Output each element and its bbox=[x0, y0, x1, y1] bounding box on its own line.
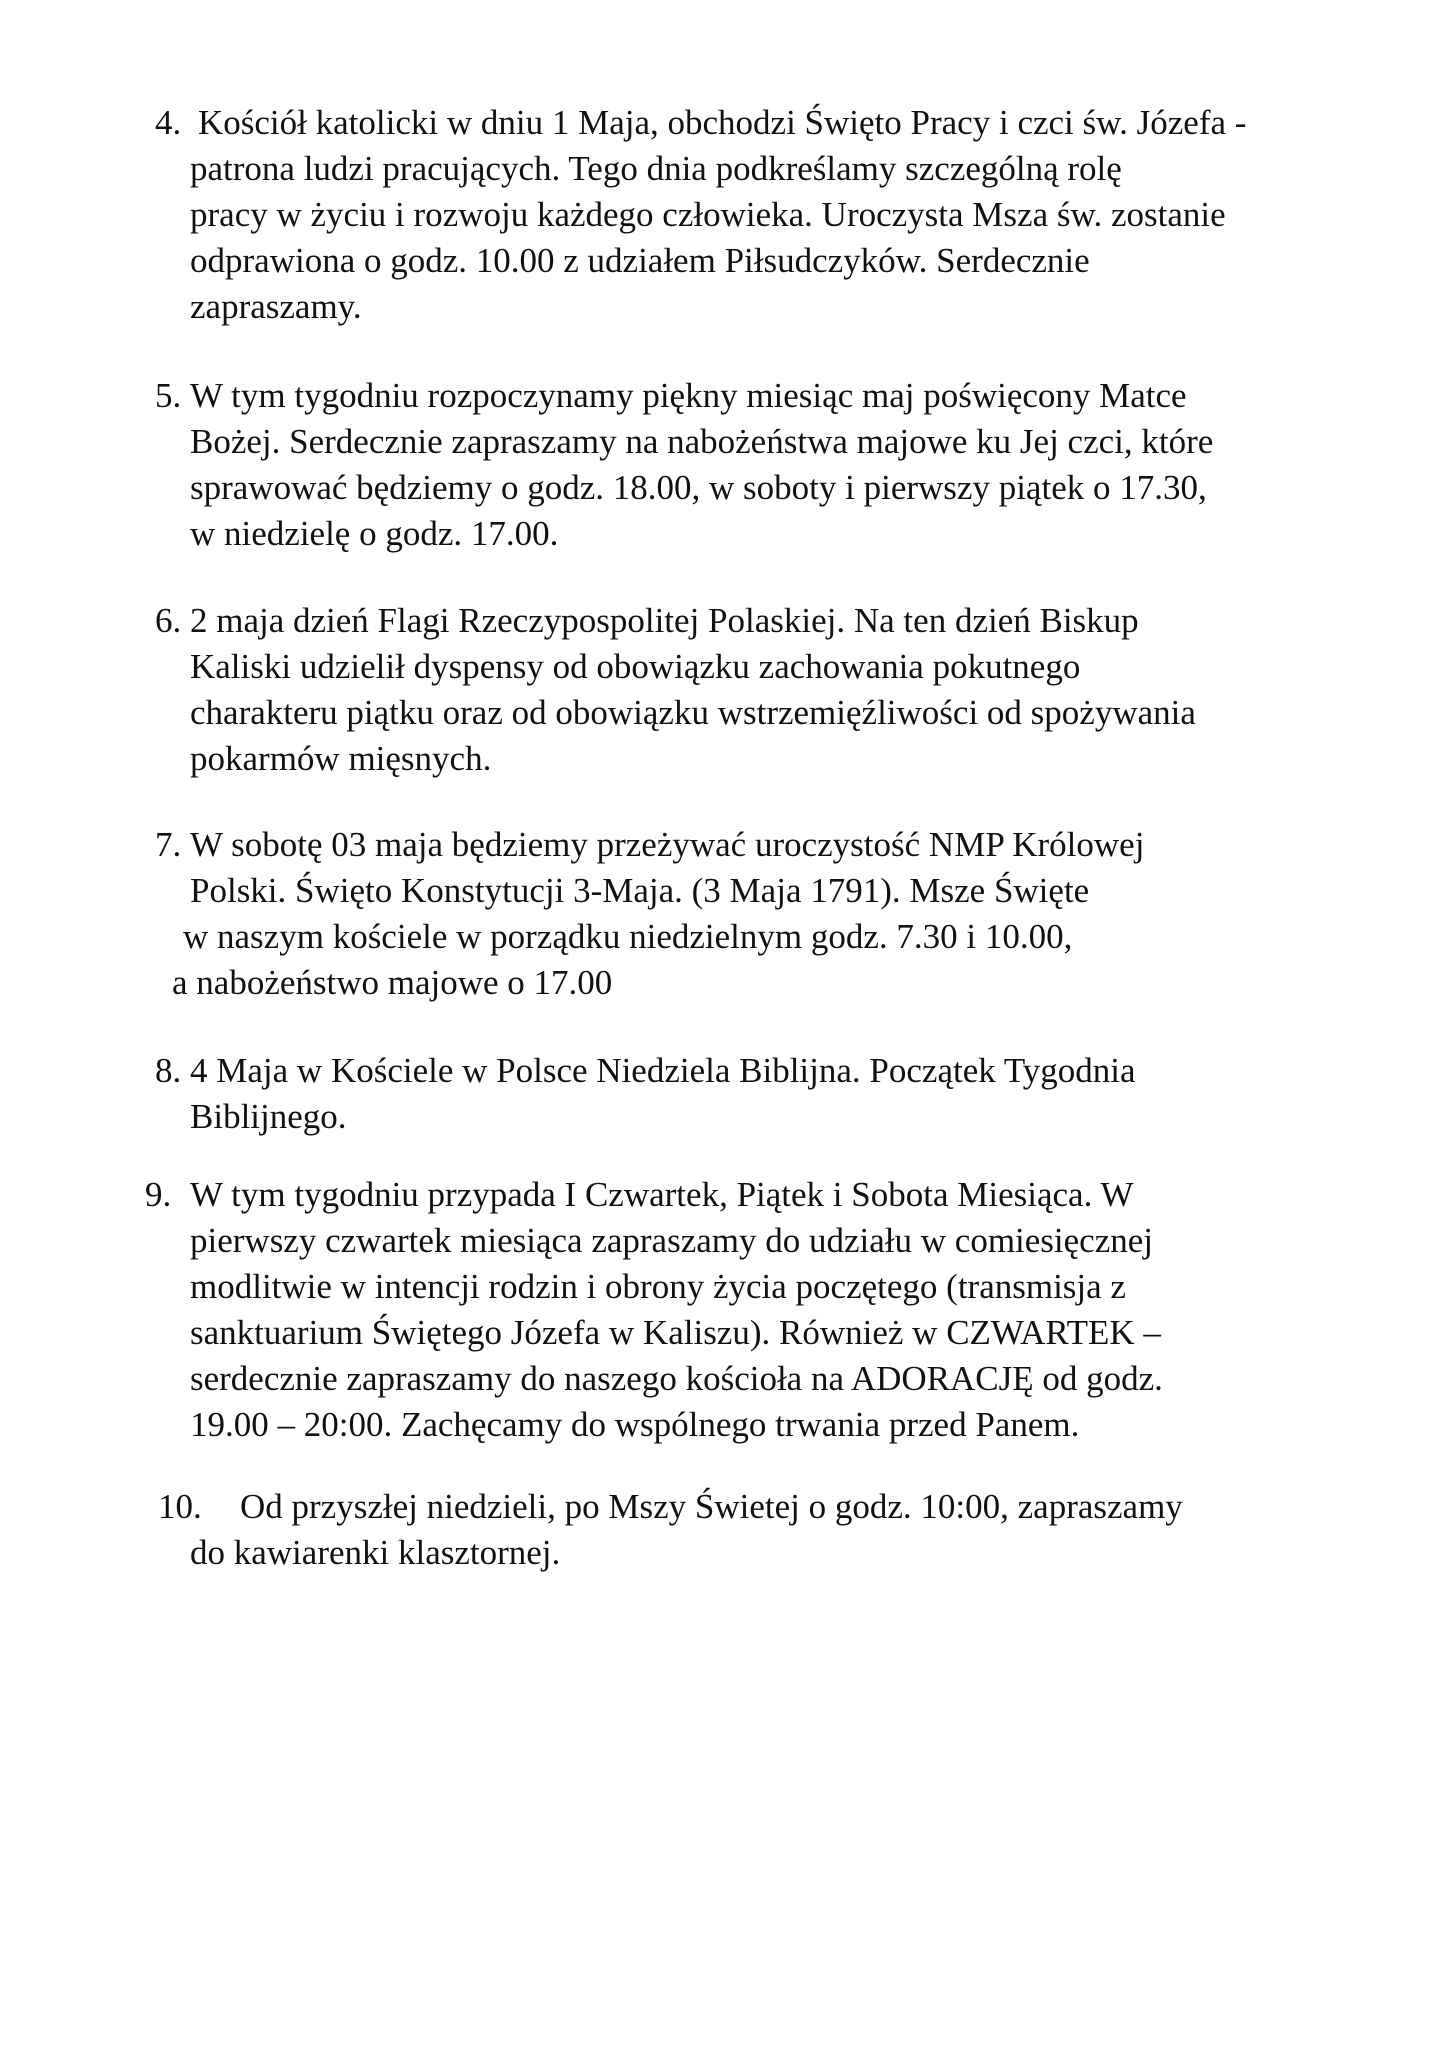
item-text-line: pracy w życiu i rozwoju każdego człowieka. Uroczysta Msza św. zostanie bbox=[190, 195, 1226, 234]
item-text-line: W tym tygodniu przypada I Czwartek, Piątek i Sobota Miesiąca. W bbox=[190, 1175, 1134, 1214]
item-text-line: W tym tygodniu rozpoczynamy piękny miesiąc maj poświęcony Matce bbox=[190, 376, 1187, 415]
item-number: 6. bbox=[155, 601, 182, 640]
item-number: 4. bbox=[155, 103, 182, 142]
item-text-line: sprawować będziemy o godz. 18.00, w soboty i pierwszy piątek o 17.30, bbox=[190, 468, 1207, 507]
item-number: 10. bbox=[158, 1487, 202, 1526]
item-text-line: 19.00 – 20:00. Zachęcamy do wspólnego trwania przed Panem. bbox=[190, 1405, 1080, 1444]
item-text-line: Bożej. Serdecznie zapraszamy na nabożeństwa majowe ku Jej czci, które bbox=[190, 422, 1214, 461]
item-text-line: w naszym kościele w porządku niedzielnym godz. 7.30 i 10.00, bbox=[183, 917, 1073, 956]
item-text-line: Od przyszłej niedzieli, po Mszy Świetej o godz. 10:00, zapraszamy bbox=[240, 1487, 1183, 1526]
item-text-line: patrona ludzi pracujących. Tego dnia podkreślamy szczególną rolę bbox=[190, 149, 1122, 188]
item-text-line: serdecznie zapraszamy do naszego kościoła na ADORACJĘ od godz. bbox=[190, 1359, 1163, 1398]
item-text-line: modlitwie w intencji rodzin i obrony życia poczętego (transmisja z bbox=[190, 1267, 1126, 1306]
item-text-line: Polski. Święto Konstytucji 3-Maja. (3 Maja 1791). Msze Święte bbox=[190, 871, 1090, 910]
item-text-line: sanktuarium Świętego Józefa w Kaliszu). Również w CZWARTEK – bbox=[190, 1313, 1161, 1352]
item-text-line: zapraszamy. bbox=[190, 287, 362, 326]
item-text-line: Kaliski udzielił dyspensy od obowiązku zachowania pokutnego bbox=[190, 647, 1081, 686]
item-number: 5. bbox=[155, 376, 182, 415]
item-number: 7. bbox=[155, 825, 182, 864]
item-text-line: 4 Maja w Kościele w Polsce Niedziela Biblijna. Początek Tygodnia bbox=[190, 1051, 1136, 1090]
item-text-line: do kawiarenki klasztornej. bbox=[190, 1533, 561, 1572]
item-text-line: odprawiona o godz. 10.00 z udziałem Piłsudczyków. Serdecznie bbox=[190, 241, 1090, 280]
item-text-line: 2 maja dzień Flagi Rzeczypospolitej Polaskiej. Na ten dzień Biskup bbox=[190, 601, 1139, 640]
item-text-line: pokarmów mięsnych. bbox=[190, 739, 492, 778]
item-number: 8. bbox=[155, 1051, 182, 1090]
item-text-line: Kościół katolicki w dniu 1 Maja, obchodzi Święto Pracy i czci św. Józefa - bbox=[198, 103, 1247, 142]
item-text-line: charakteru piątku oraz od obowiązku wstrzemięźliwości od spożywania bbox=[190, 693, 1196, 732]
item-text-line: w niedzielę o godz. 17.00. bbox=[190, 514, 559, 553]
item-text-line: pierwszy czwartek miesiąca zapraszamy do udziału w comiesięcznej bbox=[190, 1221, 1154, 1260]
item-number: 9. bbox=[145, 1175, 172, 1214]
item-text-line: Biblijnego. bbox=[190, 1097, 347, 1136]
item-text-line: a nabożeństwo majowe o 17.00 bbox=[172, 963, 613, 1002]
item-text-line: W sobotę 03 maja będziemy przeżywać uroczystość NMP Królowej bbox=[190, 825, 1145, 864]
